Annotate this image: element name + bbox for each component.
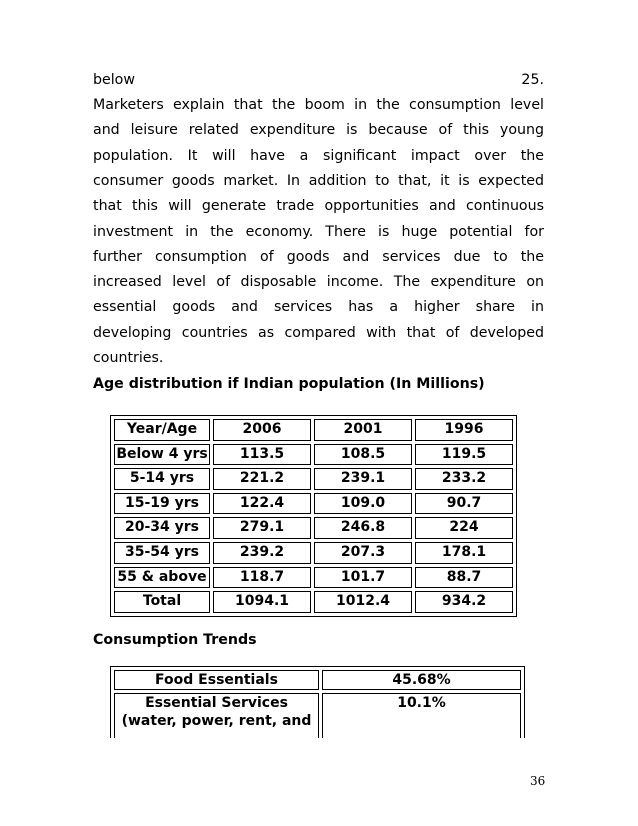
value-cell: 109.0 xyxy=(314,493,412,515)
value-cell: 108.5 xyxy=(314,444,412,466)
paragraph-line-0-right: 25. xyxy=(521,72,544,88)
value-cell: 118.7 xyxy=(213,567,311,589)
paragraph-line: Marketers explain that the boom in the consumption level xyxy=(93,97,544,113)
age-group-cell: Total xyxy=(114,591,210,613)
paragraph-line: that this will generate trade opportunities and continuous xyxy=(93,198,544,215)
table-row xyxy=(114,670,521,690)
category-label-line: (water, power, rent, and xyxy=(121,713,312,729)
age-group-cell: Below 4 yrs xyxy=(114,444,210,466)
paragraph-line: population. It will have a significant impact over the xyxy=(93,147,544,164)
age-group-cell: 35-54 yrs xyxy=(114,542,210,564)
header-cell: 1996 xyxy=(415,419,513,441)
value-cell: 239.1 xyxy=(314,468,412,490)
page-number: 36 xyxy=(530,774,546,788)
age-group-cell: 20-34 yrs xyxy=(114,517,210,539)
value-cell: 90.7 xyxy=(415,493,513,515)
value-cell: 88.7 xyxy=(415,567,513,589)
paragraph-line: and leisure related expenditure is because of this young xyxy=(93,122,544,139)
value-cell: 934.2 xyxy=(415,591,513,613)
paragraph-line: consumer goods market. In addition to that, it is expected xyxy=(93,172,544,189)
header-cell: 2001 xyxy=(314,419,412,441)
paragraph-line: investment in the economy. There is huge potential for xyxy=(93,223,544,240)
paragraph-line: increased level of disposable income. The expenditure on xyxy=(93,274,544,291)
age-group-cell: 15-19 yrs xyxy=(114,493,210,515)
paragraph-line-0-left: below xyxy=(93,72,135,88)
header-cell: 2006 xyxy=(213,419,311,441)
value-cell: 1094.1 xyxy=(213,591,311,613)
header-cell: Year/Age xyxy=(114,419,210,441)
value-cell: 113.5 xyxy=(213,444,311,466)
value-cell: 233.2 xyxy=(415,468,513,490)
age-group-cell: 5-14 yrs xyxy=(114,468,210,490)
consumption-trends-heading: Consumption Trends xyxy=(93,632,257,648)
age-distribution-heading: Age distribution if Indian population (In Millions) xyxy=(93,376,485,392)
share-cell: 10.1% xyxy=(322,693,521,738)
value-cell: 207.3 xyxy=(314,542,412,564)
value-cell: 122.4 xyxy=(213,493,311,515)
paragraph-line: developing countries as compared with that of developed xyxy=(93,324,544,341)
category-cell: Food Essentials xyxy=(114,670,319,690)
age-group-cell: 55 & above xyxy=(114,567,210,589)
value-cell: 221.2 xyxy=(213,468,311,490)
value-cell: 119.5 xyxy=(415,444,513,466)
value-cell: 246.8 xyxy=(314,517,412,539)
table-row xyxy=(114,693,521,738)
category-cell xyxy=(114,693,319,738)
category-label-line: Essential Services xyxy=(145,695,288,711)
paragraph-line: further consumption of goods and services due to the xyxy=(93,248,544,265)
share-cell: 45.68% xyxy=(322,670,521,690)
value-cell: 224 xyxy=(415,517,513,539)
value-cell: 239.2 xyxy=(213,542,311,564)
value-cell: 178.1 xyxy=(415,542,513,564)
consumption-trends-table xyxy=(110,666,525,738)
value-cell: 279.1 xyxy=(213,517,311,539)
paragraph-line: essential goods and services has a higher share in xyxy=(93,299,544,316)
value-cell: 101.7 xyxy=(314,567,412,589)
paragraph-line: countries. xyxy=(93,350,164,366)
value-cell: 1012.4 xyxy=(314,591,412,613)
